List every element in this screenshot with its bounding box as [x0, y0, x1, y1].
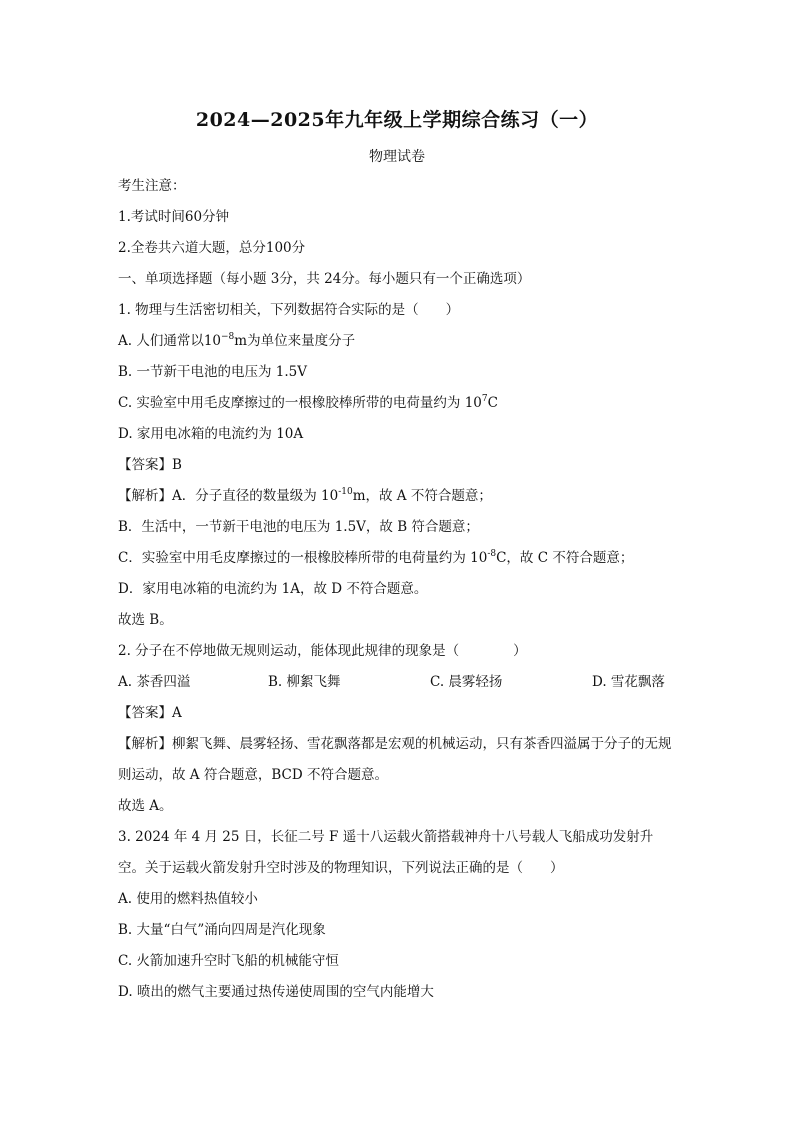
question-1-stem: 1. 物理与生活密切相关，下列数据符合实际的是（ ）	[118, 302, 460, 318]
question-1-option-c: C. 实验室中用毛皮摩擦过的一根橡胶棒所带的电荷量约为 $10^7C$	[118, 394, 498, 411]
question-3-option-c: C. 火箭加速升空时飞船的机械能守恒	[118, 953, 339, 969]
question-2-analysis: 【解析】柳絮飞舞、晨雾轻扬、雪花飘落都是宏观的机械运动，只有茶香四溢属于分子的无规则运动，故 A 符合题意，BCD 不符合题意。	[118, 736, 672, 783]
question-1-analysis-b: B．生活中，一节新干电池的电压为 1.5V，故 B 符合题意；	[118, 519, 479, 535]
question-2-options	[118, 671, 678, 702]
question-2-stem: 2. 分子在不停地做无规则运动，能体现此规律的现象是（ ）	[118, 643, 527, 659]
question-3-stem: 3. 2024 年 4 月 25 日，长征二号 F 遥十八运载火箭搭载神舟十八号载人飞船成功发射升空。关于运载火箭发射升空时涉及的物理知识，下列说法正确的是（ ）	[118, 829, 654, 876]
question-3-option-d: D. 喷出的燃气主要通过热传递使周围的空气内能增大	[118, 984, 434, 1000]
question-1-option-d: D. 家用电冰箱的电流约为 10A	[118, 426, 304, 442]
question-3-option-a: A. 使用的燃料热值较小	[118, 891, 258, 907]
question-1-option-b: B. 一节新干电池的电压为 1.5V	[118, 364, 308, 380]
page-subtitle: 物理试卷	[369, 149, 425, 165]
question-3-option-b: B. 大量“白气”涌向四周是汽化现象	[118, 922, 326, 938]
question-1-analysis-a: 【解析】A．分子直径的数量级为 $10^{-10}m$，故 A 不符合题意；	[118, 487, 492, 504]
page-title: 2024—2025年九年级上学期综合练习（一）	[195, 109, 599, 131]
exam-body	[118, 175, 678, 1012]
question-1-conclusion: 故选 B。	[118, 612, 173, 628]
question-2-answer: 【答案】A	[118, 705, 182, 721]
note-item: 2.全卷共六道大题，总分100分	[118, 240, 306, 256]
note-item: 1.考试时间60分钟	[118, 209, 230, 225]
question-2-option-b: B. 柳絮飞舞	[268, 674, 341, 690]
question-2-option-c: C. 晨雾轻扬	[430, 674, 503, 690]
section-heading: 一、单项选择题（每小题 3分，共 24分。每小题只有一个正确选项）	[118, 271, 531, 287]
question-1-analysis-c: C．实验室中用毛皮摩擦过的一根橡胶棒所带的电荷量约为 $10^{-8}C$，故 C 不符合题意；	[118, 549, 634, 566]
question-1-option-a: A. 人们通常以$10^{-8}m$为单位来量度分子	[118, 332, 356, 349]
question-1-analysis-d: D．家用电冰箱的电流约为 1A，故 D 不符合题意。	[118, 581, 428, 597]
question-2-option-d: D. 雪花飘落	[592, 674, 665, 690]
notes-heading: 考生注意：	[118, 178, 186, 194]
question-1-answer: 【答案】B	[118, 457, 182, 473]
question-2-conclusion: 故选 A。	[118, 798, 173, 814]
question-2-option-a: A. 茶香四溢	[118, 674, 191, 690]
